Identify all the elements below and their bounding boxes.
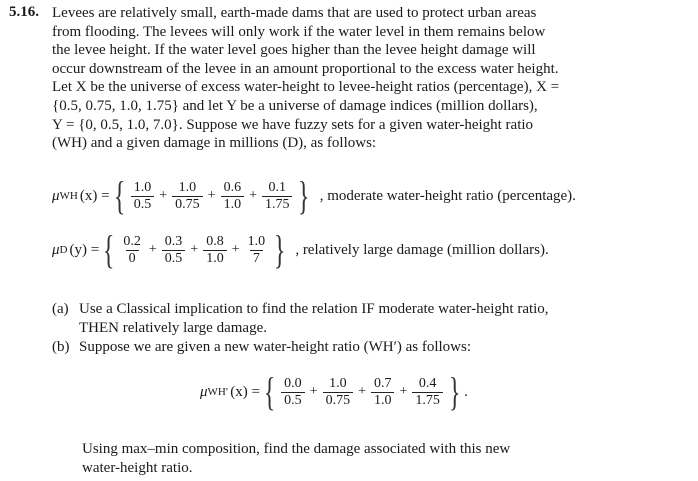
plus-sign: + — [309, 384, 318, 399]
plus-sign: + — [148, 242, 157, 257]
fraction-term — [412, 376, 443, 409]
plus-sign: + — [231, 242, 240, 257]
numerator: 0.6 — [223, 179, 242, 195]
denominator: 1.75 — [262, 196, 293, 213]
plus-sign: + — [207, 188, 216, 203]
intro-line: Levees are relatively small, earth-made dams that are used to protect urban areas — [52, 5, 537, 21]
left-brace: { — [103, 227, 115, 272]
part-b-label: (b) — [52, 339, 70, 355]
mu-subscript: WH′ — [207, 386, 229, 398]
problem-number: 5.16. — [9, 4, 39, 20]
mu-argument: (x) = — [230, 383, 260, 400]
denominator: 0.5 — [131, 196, 155, 213]
right-brace: } — [448, 369, 461, 414]
part-b-line: Suppose we are given a new water-height ratio (WH′) as follows: — [79, 339, 472, 355]
equation-d — [52, 227, 549, 272]
right-brace: } — [273, 227, 286, 272]
plus-sign: + — [190, 242, 199, 257]
intro-line: {0.5, 0.75, 1.0, 1.75} and let Y be a universe of damage indices (million dollars), — [52, 97, 538, 114]
equation-description: , relatively large damage (million dollars). — [295, 241, 549, 258]
intro-line: Y = {0, 0.5, 1.0, 7.0}. Suppose we have fuzzy sets for a given water-height ratio — [52, 116, 534, 133]
fraction-term — [120, 234, 144, 267]
part-a-label: (a) — [52, 301, 69, 317]
denominator: 0.75 — [323, 392, 354, 409]
problem-intro — [52, 4, 636, 153]
numerator: 0.3 — [164, 233, 183, 249]
numerator: 1.0 — [178, 179, 197, 195]
fraction-term — [281, 376, 305, 409]
part-b — [52, 338, 652, 357]
fraction-term — [371, 376, 395, 409]
denominator: 1.0 — [203, 250, 227, 267]
denominator: 0.5 — [281, 392, 305, 409]
intro-line: occur downstream of the levee in an amount proportional to the excess water height. — [52, 60, 559, 77]
equation-description: , moderate water-height ratio (percentage). — [319, 187, 576, 204]
plus-sign: + — [159, 188, 168, 203]
numerator: 0.0 — [284, 375, 302, 391]
denominator: 0 — [126, 250, 139, 267]
mu-symbol: μ — [52, 241, 60, 258]
left-brace: { — [113, 173, 125, 218]
numerator: 1.0 — [247, 233, 266, 249]
final-line: Using max–min composition, find the damage associated with this new — [82, 441, 511, 457]
mu-subscript: WH — [59, 190, 78, 202]
part-a-line: THEN relatively large damage. — [79, 319, 267, 336]
denominator: 1.75 — [412, 392, 443, 409]
denominator: 1.0 — [371, 392, 395, 409]
fraction-term — [245, 234, 269, 267]
equation-end-period: . — [464, 383, 468, 400]
intro-line: (WH) and a given damage in millions (D), as follows: — [52, 135, 377, 152]
numerator: 0.1 — [268, 179, 286, 195]
numerator: 0.8 — [206, 233, 224, 249]
denominator: 7 — [250, 250, 263, 267]
plus-sign: + — [358, 384, 366, 399]
numerator: 1.0 — [133, 179, 152, 195]
fraction-term — [162, 234, 186, 267]
numerator: 1.0 — [329, 375, 347, 391]
denominator: 1.0 — [221, 196, 245, 213]
fraction-term — [172, 180, 203, 213]
mu-symbol: μ — [200, 383, 208, 400]
numerator: 0.7 — [373, 375, 392, 391]
final-line: water-height ratio. — [82, 459, 193, 476]
mu-argument: (y) = — [69, 241, 100, 258]
plus-sign: + — [399, 384, 408, 399]
mu-subscript: D — [59, 244, 68, 256]
part-a — [52, 300, 652, 338]
numerator: 0.4 — [418, 375, 437, 391]
final-instruction — [82, 440, 622, 477]
denominator: 0.5 — [162, 250, 186, 267]
fraction-term — [203, 234, 227, 267]
equation-wh-prime — [200, 369, 468, 414]
fraction-term — [262, 180, 293, 213]
left-brace: { — [263, 369, 276, 414]
intro-line: from flooding. The levees will only work if the water level in them remains below — [52, 23, 546, 40]
intro-line: Let X be the universe of excess water-height to levee-height ratios (percentage), X = — [52, 79, 560, 96]
fraction-term — [221, 180, 245, 213]
numerator: 0.2 — [123, 233, 141, 249]
denominator: 0.75 — [172, 196, 203, 213]
mu-argument: (x) = — [79, 187, 110, 204]
intro-line: the levee height. If the water level goes higher than the levee height damage will — [52, 42, 536, 59]
fraction-term — [131, 180, 155, 213]
plus-sign: + — [249, 188, 257, 203]
mu-symbol: μ — [52, 187, 60, 204]
part-a-line: Use a Classical implication to find the relation IF moderate water-height ratio, — [79, 301, 549, 317]
right-brace: } — [298, 173, 310, 218]
equation-wh — [52, 173, 576, 218]
fraction-term — [323, 376, 354, 409]
